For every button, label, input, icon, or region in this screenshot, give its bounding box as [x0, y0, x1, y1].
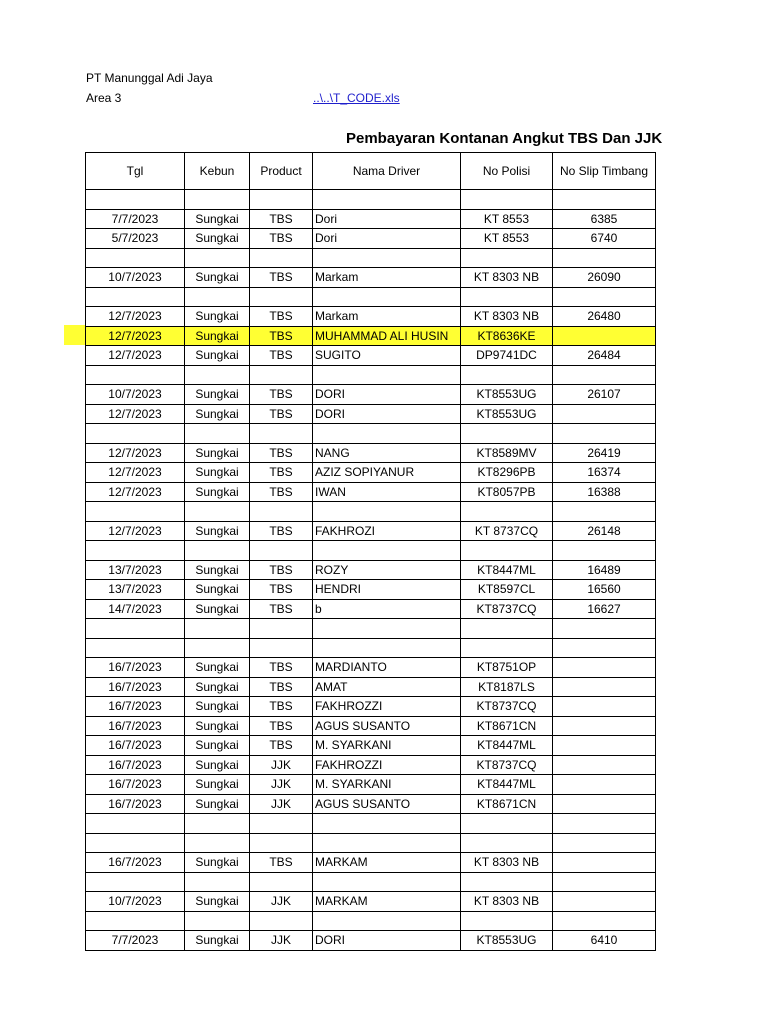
cell-no-polisi: KT8589MV: [461, 443, 553, 463]
cell-no-slip: [553, 736, 656, 756]
cell-no-slip: [553, 619, 656, 639]
cell-tgl: 13/7/2023: [86, 580, 185, 600]
cell-product: TBS: [250, 346, 313, 366]
cell-nama-driver: [313, 502, 461, 522]
col-header-no-polisi: No Polisi: [461, 153, 553, 190]
cell-tgl: 16/7/2023: [86, 697, 185, 717]
cell-nama-driver: Dori: [313, 209, 461, 229]
cell-no-polisi: DP9741DC: [461, 346, 553, 366]
cell-no-slip: [553, 424, 656, 444]
cell-kebun: Sungkai: [185, 482, 250, 502]
cell-no-slip: [553, 814, 656, 834]
cell-product: JJK: [250, 794, 313, 814]
col-header-no-slip-timbang: No Slip Timbang: [553, 153, 656, 190]
cell-kebun: Sungkai: [185, 677, 250, 697]
cell-tgl: 10/7/2023: [86, 892, 185, 912]
cell-tgl: [86, 502, 185, 522]
cell-tgl: 10/7/2023: [86, 268, 185, 288]
cell-tgl: 12/7/2023: [86, 346, 185, 366]
cell-kebun: Sungkai: [185, 268, 250, 288]
cell-kebun: Sungkai: [185, 697, 250, 717]
cell-product: TBS: [250, 658, 313, 678]
cell-no-slip: [553, 716, 656, 736]
cell-tgl: 12/7/2023: [86, 482, 185, 502]
table-row: [86, 599, 656, 619]
cell-product: JJK: [250, 775, 313, 795]
cell-tgl: 13/7/2023: [86, 560, 185, 580]
cell-nama-driver: [313, 190, 461, 210]
cell-kebun: [185, 833, 250, 853]
cell-product: [250, 365, 313, 385]
col-header-kebun: Kebun: [185, 153, 250, 190]
table-row: [86, 814, 656, 834]
table-row: [86, 502, 656, 522]
cell-nama-driver: [313, 424, 461, 444]
table-row: [86, 697, 656, 717]
cell-nama-driver: [313, 911, 461, 931]
cell-product: TBS: [250, 443, 313, 463]
cell-no-slip: 16627: [553, 599, 656, 619]
cell-no-polisi: KT 8303 NB: [461, 268, 553, 288]
cell-kebun: [185, 502, 250, 522]
area-label: Area 3: [86, 91, 122, 105]
table-row: [86, 638, 656, 658]
cell-nama-driver: Dori: [313, 229, 461, 249]
cell-no-polisi: KT8296PB: [461, 463, 553, 483]
cell-kebun: [185, 814, 250, 834]
cell-product: JJK: [250, 892, 313, 912]
table-row: [86, 580, 656, 600]
cell-nama-driver: DORI: [313, 404, 461, 424]
payment-table: [85, 152, 656, 951]
table-row: [86, 794, 656, 814]
cell-nama-driver: MARKAM: [313, 892, 461, 912]
cell-nama-driver: SUGITO: [313, 346, 461, 366]
cell-tgl: 16/7/2023: [86, 775, 185, 795]
cell-kebun: [185, 638, 250, 658]
file-link[interactable]: ..\..\T_CODE.xls: [313, 91, 400, 105]
cell-no-polisi: KT 8303 NB: [461, 853, 553, 873]
cell-no-polisi: KT8597CL: [461, 580, 553, 600]
table-row: [86, 755, 656, 775]
cell-nama-driver: HENDRI: [313, 580, 461, 600]
cell-tgl: 16/7/2023: [86, 677, 185, 697]
cell-tgl: [86, 287, 185, 307]
cell-no-polisi: [461, 911, 553, 931]
cell-nama-driver: NANG: [313, 443, 461, 463]
table-row: [86, 736, 656, 756]
cell-kebun: Sungkai: [185, 658, 250, 678]
cell-tgl: 12/7/2023: [86, 463, 185, 483]
cell-tgl: 12/7/2023: [86, 307, 185, 327]
table-row: [86, 482, 656, 502]
cell-tgl: [86, 638, 185, 658]
cell-nama-driver: AZIZ SOPIYANUR: [313, 463, 461, 483]
cell-kebun: [185, 365, 250, 385]
table-row: [86, 521, 656, 541]
cell-no-polisi: KT 8553: [461, 229, 553, 249]
cell-nama-driver: M. SYARKANI: [313, 775, 461, 795]
cell-kebun: [185, 872, 250, 892]
cell-no-slip: 26148: [553, 521, 656, 541]
cell-tgl: 16/7/2023: [86, 658, 185, 678]
cell-product: JJK: [250, 931, 313, 951]
cell-product: [250, 619, 313, 639]
cell-no-slip: [553, 697, 656, 717]
cell-nama-driver: MARKAM: [313, 853, 461, 873]
table-row: [86, 911, 656, 931]
cell-no-polisi: [461, 814, 553, 834]
cell-no-slip: [553, 892, 656, 912]
cell-nama-driver: [313, 833, 461, 853]
cell-no-polisi: [461, 872, 553, 892]
cell-no-slip: [553, 755, 656, 775]
cell-no-polisi: KT 8303 NB: [461, 307, 553, 327]
cell-kebun: Sungkai: [185, 931, 250, 951]
table-row: [86, 619, 656, 639]
cell-tgl: 16/7/2023: [86, 736, 185, 756]
company-name: PT Manunggal Adi Jaya: [86, 71, 213, 85]
cell-no-polisi: [461, 365, 553, 385]
cell-nama-driver: AGUS SUSANTO: [313, 716, 461, 736]
cell-product: TBS: [250, 599, 313, 619]
highlight-strip: [64, 325, 86, 345]
cell-product: TBS: [250, 404, 313, 424]
table-row: [86, 307, 656, 327]
cell-no-polisi: KT8671CN: [461, 794, 553, 814]
cell-no-slip: 16560: [553, 580, 656, 600]
cell-nama-driver: FAKHROZZI: [313, 755, 461, 775]
table-row: [86, 443, 656, 463]
cell-no-slip: [553, 853, 656, 873]
cell-kebun: Sungkai: [185, 385, 250, 405]
cell-tgl: 12/7/2023: [86, 521, 185, 541]
cell-tgl: 7/7/2023: [86, 931, 185, 951]
cell-kebun: Sungkai: [185, 853, 250, 873]
cell-product: TBS: [250, 716, 313, 736]
table-row: [86, 287, 656, 307]
cell-product: JJK: [250, 755, 313, 775]
cell-tgl: 16/7/2023: [86, 794, 185, 814]
col-header-tgl: Tgl: [86, 153, 185, 190]
cell-tgl: [86, 365, 185, 385]
cell-no-slip: [553, 541, 656, 561]
cell-no-slip: 26419: [553, 443, 656, 463]
cell-nama-driver: b: [313, 599, 461, 619]
cell-no-polisi: KT8447ML: [461, 736, 553, 756]
cell-no-slip: [553, 404, 656, 424]
cell-kebun: [185, 424, 250, 444]
cell-no-polisi: [461, 190, 553, 210]
cell-no-slip: 16374: [553, 463, 656, 483]
cell-tgl: [86, 248, 185, 268]
cell-product: [250, 541, 313, 561]
cell-product: [250, 248, 313, 268]
cell-tgl: 14/7/2023: [86, 599, 185, 619]
cell-product: TBS: [250, 482, 313, 502]
cell-no-slip: [553, 794, 656, 814]
cell-product: [250, 911, 313, 931]
cell-nama-driver: [313, 287, 461, 307]
table-row: [86, 833, 656, 853]
cell-tgl: 5/7/2023: [86, 229, 185, 249]
cell-nama-driver: [313, 541, 461, 561]
cell-kebun: Sungkai: [185, 599, 250, 619]
cell-no-slip: [553, 638, 656, 658]
cell-tgl: 7/7/2023: [86, 209, 185, 229]
cell-product: [250, 833, 313, 853]
cell-kebun: Sungkai: [185, 794, 250, 814]
cell-no-slip: 6385: [553, 209, 656, 229]
cell-product: [250, 287, 313, 307]
cell-kebun: Sungkai: [185, 775, 250, 795]
cell-no-slip: [553, 287, 656, 307]
cell-kebun: Sungkai: [185, 521, 250, 541]
table-row: [86, 463, 656, 483]
table-row: [86, 658, 656, 678]
cell-kebun: Sungkai: [185, 443, 250, 463]
cell-kebun: Sungkai: [185, 892, 250, 912]
cell-product: TBS: [250, 560, 313, 580]
cell-no-slip: [553, 833, 656, 853]
cell-kebun: Sungkai: [185, 716, 250, 736]
cell-no-polisi: KT8751OP: [461, 658, 553, 678]
table-row: [86, 190, 656, 210]
sheet-title: Pembayaran Kontanan Angkut TBS Dan JJK: [346, 130, 663, 147]
cell-no-polisi: KT8553UG: [461, 385, 553, 405]
col-header-nama-driver: Nama Driver: [313, 153, 461, 190]
cell-tgl: 12/7/2023: [86, 404, 185, 424]
cell-nama-driver: Markam: [313, 307, 461, 327]
table-row: [86, 872, 656, 892]
cell-no-polisi: KT8553UG: [461, 931, 553, 951]
cell-kebun: [185, 248, 250, 268]
table-row: [86, 365, 656, 385]
cell-kebun: Sungkai: [185, 346, 250, 366]
cell-no-polisi: KT 8553: [461, 209, 553, 229]
cell-product: TBS: [250, 697, 313, 717]
cell-no-slip: [553, 677, 656, 697]
table-row: [86, 404, 656, 424]
cell-product: [250, 190, 313, 210]
cell-tgl: [86, 541, 185, 561]
cell-product: TBS: [250, 209, 313, 229]
table-row: [86, 560, 656, 580]
cell-no-slip: [553, 365, 656, 385]
table-row: [86, 716, 656, 736]
cell-tgl: [86, 911, 185, 931]
cell-kebun: [185, 190, 250, 210]
cell-kebun: Sungkai: [185, 307, 250, 327]
cell-tgl: [86, 190, 185, 210]
cell-product: TBS: [250, 736, 313, 756]
cell-tgl: 12/7/2023: [86, 326, 185, 346]
cell-product: [250, 502, 313, 522]
cell-product: [250, 814, 313, 834]
cell-product: TBS: [250, 580, 313, 600]
table-row: [86, 326, 656, 346]
cell-no-slip: [553, 502, 656, 522]
table-row: [86, 853, 656, 873]
cell-tgl: 16/7/2023: [86, 755, 185, 775]
cell-no-slip: 26480: [553, 307, 656, 327]
cell-no-slip: [553, 911, 656, 931]
table-row: [86, 892, 656, 912]
cell-product: TBS: [250, 521, 313, 541]
cell-product: TBS: [250, 268, 313, 288]
cell-product: TBS: [250, 853, 313, 873]
table-row: [86, 209, 656, 229]
cell-no-polisi: KT8187LS: [461, 677, 553, 697]
cell-no-slip: 6740: [553, 229, 656, 249]
table-row: [86, 775, 656, 795]
cell-kebun: Sungkai: [185, 755, 250, 775]
cell-no-polisi: KT 8303 NB: [461, 892, 553, 912]
table-row: [86, 268, 656, 288]
cell-product: [250, 638, 313, 658]
cell-tgl: [86, 424, 185, 444]
cell-no-slip: 6410: [553, 931, 656, 951]
table-row: [86, 385, 656, 405]
cell-no-polisi: KT8737CQ: [461, 755, 553, 775]
cell-no-polisi: [461, 502, 553, 522]
cell-product: [250, 872, 313, 892]
table-row: [86, 677, 656, 697]
cell-nama-driver: M. SYARKANI: [313, 736, 461, 756]
cell-no-polisi: KT8671CN: [461, 716, 553, 736]
cell-kebun: [185, 911, 250, 931]
col-header-product: Product: [250, 153, 313, 190]
table-row: [86, 931, 656, 951]
cell-no-polisi: [461, 833, 553, 853]
cell-no-polisi: KT8447ML: [461, 560, 553, 580]
cell-kebun: Sungkai: [185, 209, 250, 229]
cell-no-slip: [553, 190, 656, 210]
cell-no-polisi: KT8737CQ: [461, 697, 553, 717]
cell-no-polisi: [461, 619, 553, 639]
cell-nama-driver: FAKHROZZI: [313, 697, 461, 717]
cell-kebun: [185, 619, 250, 639]
cell-product: TBS: [250, 307, 313, 327]
cell-kebun: Sungkai: [185, 580, 250, 600]
cell-nama-driver: DORI: [313, 385, 461, 405]
cell-nama-driver: MUHAMMAD ALI HUSIN: [313, 326, 461, 346]
cell-kebun: Sungkai: [185, 736, 250, 756]
table-row: [86, 346, 656, 366]
cell-nama-driver: Markam: [313, 268, 461, 288]
cell-nama-driver: MARDIANTO: [313, 658, 461, 678]
cell-tgl: [86, 833, 185, 853]
cell-no-slip: [553, 775, 656, 795]
table-row: [86, 248, 656, 268]
cell-tgl: 16/7/2023: [86, 716, 185, 736]
cell-kebun: [185, 287, 250, 307]
header-row: [86, 153, 656, 190]
cell-kebun: Sungkai: [185, 463, 250, 483]
cell-no-polisi: KT8447ML: [461, 775, 553, 795]
cell-product: [250, 424, 313, 444]
cell-nama-driver: DORI: [313, 931, 461, 951]
cell-no-slip: 16489: [553, 560, 656, 580]
cell-no-polisi: KT8636KE: [461, 326, 553, 346]
cell-no-polisi: [461, 541, 553, 561]
cell-product: TBS: [250, 385, 313, 405]
cell-no-polisi: KT8057PB: [461, 482, 553, 502]
cell-no-slip: 26484: [553, 346, 656, 366]
cell-kebun: Sungkai: [185, 560, 250, 580]
cell-tgl: 10/7/2023: [86, 385, 185, 405]
cell-no-polisi: [461, 424, 553, 444]
cell-no-slip: 26107: [553, 385, 656, 405]
cell-nama-driver: ROZY: [313, 560, 461, 580]
table-row: [86, 229, 656, 249]
cell-product: TBS: [250, 326, 313, 346]
cell-nama-driver: [313, 872, 461, 892]
cell-tgl: 16/7/2023: [86, 853, 185, 873]
table-row: [86, 424, 656, 444]
cell-nama-driver: FAKHROZI: [313, 521, 461, 541]
cell-kebun: Sungkai: [185, 326, 250, 346]
cell-nama-driver: AMAT: [313, 677, 461, 697]
cell-product: TBS: [250, 229, 313, 249]
cell-no-polisi: [461, 638, 553, 658]
cell-no-polisi: KT8553UG: [461, 404, 553, 424]
cell-product: TBS: [250, 463, 313, 483]
cell-tgl: 12/7/2023: [86, 443, 185, 463]
cell-nama-driver: [313, 814, 461, 834]
cell-kebun: Sungkai: [185, 404, 250, 424]
cell-product: TBS: [250, 677, 313, 697]
cell-no-polisi: [461, 287, 553, 307]
cell-tgl: [86, 619, 185, 639]
cell-nama-driver: [313, 638, 461, 658]
cell-no-slip: [553, 326, 656, 346]
cell-no-polisi: KT 8737CQ: [461, 521, 553, 541]
cell-no-slip: 16388: [553, 482, 656, 502]
cell-no-slip: [553, 658, 656, 678]
cell-nama-driver: IWAN: [313, 482, 461, 502]
cell-tgl: [86, 814, 185, 834]
cell-no-slip: [553, 872, 656, 892]
cell-nama-driver: [313, 365, 461, 385]
cell-nama-driver: [313, 248, 461, 268]
table-row: [86, 541, 656, 561]
cell-nama-driver: [313, 619, 461, 639]
cell-no-slip: [553, 248, 656, 268]
cell-nama-driver: AGUS SUSANTO: [313, 794, 461, 814]
cell-kebun: [185, 541, 250, 561]
cell-kebun: Sungkai: [185, 229, 250, 249]
cell-no-polisi: KT8737CQ: [461, 599, 553, 619]
cell-tgl: [86, 872, 185, 892]
cell-no-polisi: [461, 248, 553, 268]
cell-no-slip: 26090: [553, 268, 656, 288]
